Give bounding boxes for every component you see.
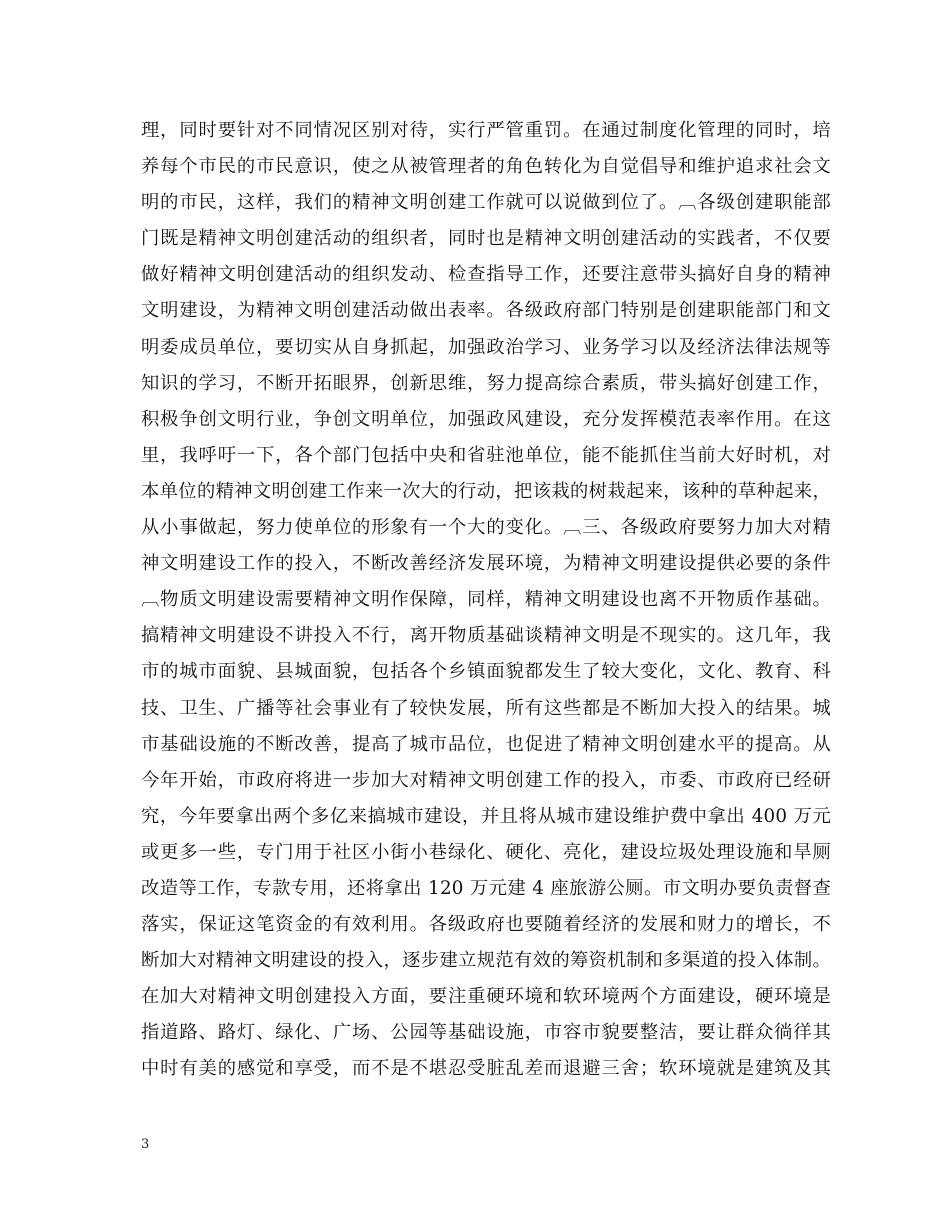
text-line: 或更多一些，专门用于社区小街小巷绿化、硬化、亮化，建设垃圾处理设施和旱厕 [141, 841, 831, 863]
text-line: 理，同时要针对不同情况区别对待，实行严管重罚。在通过制度化管理的同时，培 [141, 120, 831, 141]
text-line: 里，我呼吁一下，各个部门包括中央和省驻池单位，能不能抓住当前大好时机，对 [141, 444, 831, 466]
text-line: 改造等工作，专款专用，还将拿出 120 万元建 4 座旅游公厕。市文明办要负责督查 [141, 877, 831, 899]
text-line: 明的市民，这样，我们的精神文明创建工作就可以说做到位了。︹各级创建职能部 [141, 192, 831, 214]
text-line: 养每个市民的市民意识，使之从被管理者的角色转化为自觉倡导和维护追求社会文 [141, 156, 831, 178]
text-line: 知识的学习，不断开拓眼界，创新思维，努力提高综合素质，带头搞好创建工作， [141, 372, 831, 394]
text-line: 市的城市面貌、县城面貌，包括各个乡镇面貌都发生了较大变化，文化、教育、科 [141, 661, 831, 683]
text-line: ︹物质文明建设需要精神文明作保障，同样，精神文明建设也离不开物质作基础。 [141, 589, 831, 611]
text-line: 技、卫生、广播等社会事业有了较快发展，所有这些都是不断加大投入的结果。城 [141, 697, 831, 719]
text-line: 究，今年要拿出两个多亿来搞城市建设，并且将从城市建设维护费中拿出 400 万元 [141, 805, 831, 827]
text-line: 今年开始，市政府将进一步加大对精神文明创建工作的投入，市委、市政府已经研 [141, 769, 831, 791]
text-line: 门既是精神文明创建活动的组织者，同时也是精神文明创建活动的实践者，不仅要 [141, 228, 831, 250]
text-line: 积极争创文明行业，争创文明单位，加强政风建设，充分发挥模范表率作用。在这 [141, 408, 831, 430]
text-line: 在加大对精神文明创建投入方面，要注重硬环境和软环境两个方面建设，硬环境是 [141, 986, 831, 1008]
text-line: 市基础设施的不断改善，提高了城市品位，也促进了精神文明创建水平的提高。从 [141, 733, 831, 755]
text-line: 明委成员单位，要切实从自身抓起，加强政治学习、业务学习以及经济法律法规等 [141, 336, 831, 358]
text-line: 中时有美的感觉和享受，而不是不堪忍受脏乱差而退避三舍；软环境就是建筑及其 [141, 1058, 831, 1080]
text-line: 神文明建设工作的投入，不断改善经济发展环境，为精神文明建设提供必要的条件 [141, 553, 831, 575]
text-line: 做好精神文明创建活动的组织发动、检查指导工作，还要注意带头搞好自身的精神 [141, 264, 831, 286]
text-line: 本单位的精神文明创建工作来一次大的行动，把该栽的树栽起来，该种的草种起来， [141, 480, 831, 502]
text-line: 搞精神文明建设不讲投入不行，离开物质基础谈精神文明是不现实的。这几年，我 [141, 625, 831, 647]
text-line: 指道路、路灯、绿化、广场、公园等基础设施，市容市貌要整洁，要让群众徜徉其 [141, 1022, 831, 1044]
text-line: 断加大对精神文明建设的投入，逐步建立规范有效的筹资机制和多渠道的投入体制。 [141, 950, 831, 972]
text-line: 从小事做起，努力使单位的形象有一个大的变化。︹三、各级政府要努力加大对精 [141, 517, 831, 539]
text-line: 落实，保证这笔资金的有效利用。各级政府也要随着经济的发展和财力的增长，不 [141, 914, 831, 936]
page-number: 3 [141, 1137, 150, 1152]
text-line: 文明建设，为精神文明创建活动做出表率。各级政府部门特别是创建职能部门和文 [141, 300, 831, 322]
body-text [141, 113, 831, 1088]
